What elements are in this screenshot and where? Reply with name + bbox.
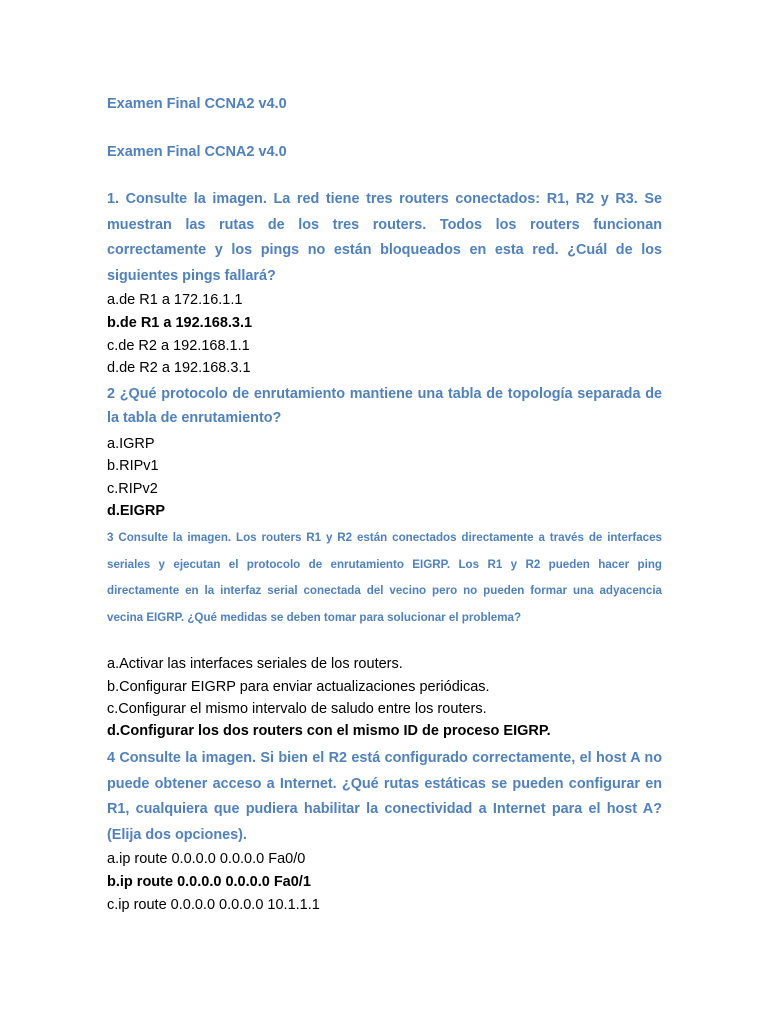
question-1-text: 1. Consulte la imagen. La red tiene tres routers conectados: R1, R2 y R3. Se muestran las rutas de los tres routers. Todos los routers funcionan correctamente y los pings no están bloqueados en esta red. ¿Cuál de los siguientes pings fallará? bbox=[107, 191, 662, 284]
question-2-option-c: c.RIPv2 bbox=[107, 481, 158, 497]
question-3-text: 3 Consulte la imagen. Los routers R1 y R2 están conectados directamente a través de interfaces seriales y ejecutan el protocolo de enrutamiento EIGRP. Los R1 y R2 pueden hacer ping directamente en la interfaz serial conectada del vecino pero no pueden formar una adyacencia vecina EIGRP. ¿Qué medidas se deben tomar para solucionar el problema? bbox=[107, 531, 662, 624]
question-2-option-b: b.RIPv1 bbox=[107, 458, 159, 474]
question-1-option-b: b.de R1 a 192.168.3.1 bbox=[107, 315, 253, 331]
question-3-option-a: a.Activar las interfaces seriales de los routers. bbox=[107, 656, 403, 672]
question-1-option-c: c.de R2 a 192.168.1.1 bbox=[107, 338, 250, 354]
document-subtitle: Examen Final CCNA2 v4.0 bbox=[107, 144, 287, 160]
question-4-option-b: b.ip route 0.0.0.0 0.0.0.0 Fa0/1 bbox=[107, 874, 311, 890]
question-4-text: 4 Consulte la imagen. Si bien el R2 está configurado correctamente, el host A no puede obtener acceso a Internet. ¿Qué rutas estáticas se pueden configurar en R1, cualquiera que pudiera habilitar la conectividad a Internet para el host A? (Elija dos opciones). bbox=[107, 750, 662, 843]
question-3-option-c: c.Configurar el mismo intervalo de saludo entre los routers. bbox=[107, 701, 487, 717]
question-4-option-a: a.ip route 0.0.0.0 0.0.0.0 Fa0/0 bbox=[107, 851, 306, 867]
question-4-option-c: c.ip route 0.0.0.0 0.0.0.0 10.1.1.1 bbox=[107, 897, 320, 913]
question-2-option-a: a.IGRP bbox=[107, 436, 155, 452]
document-title: Examen Final CCNA2 v4.0 bbox=[107, 96, 287, 112]
question-2-option-d: d.EIGRP bbox=[107, 503, 166, 519]
question-3-option-b: b.Configurar EIGRP para enviar actualizaciones periódicas. bbox=[107, 679, 490, 695]
question-1-option-a: a.de R1 a 172.16.1.1 bbox=[107, 292, 243, 308]
question-1-option-d: d.de R2 a 192.168.3.1 bbox=[107, 360, 251, 376]
question-3-option-d: d.Configurar los dos routers con el mismo ID de proceso EIGRP. bbox=[107, 723, 551, 739]
question-2-text: 2 ¿Qué protocolo de enrutamiento mantiene una tabla de topología separada de la tabla de enrutamiento? bbox=[107, 386, 662, 426]
